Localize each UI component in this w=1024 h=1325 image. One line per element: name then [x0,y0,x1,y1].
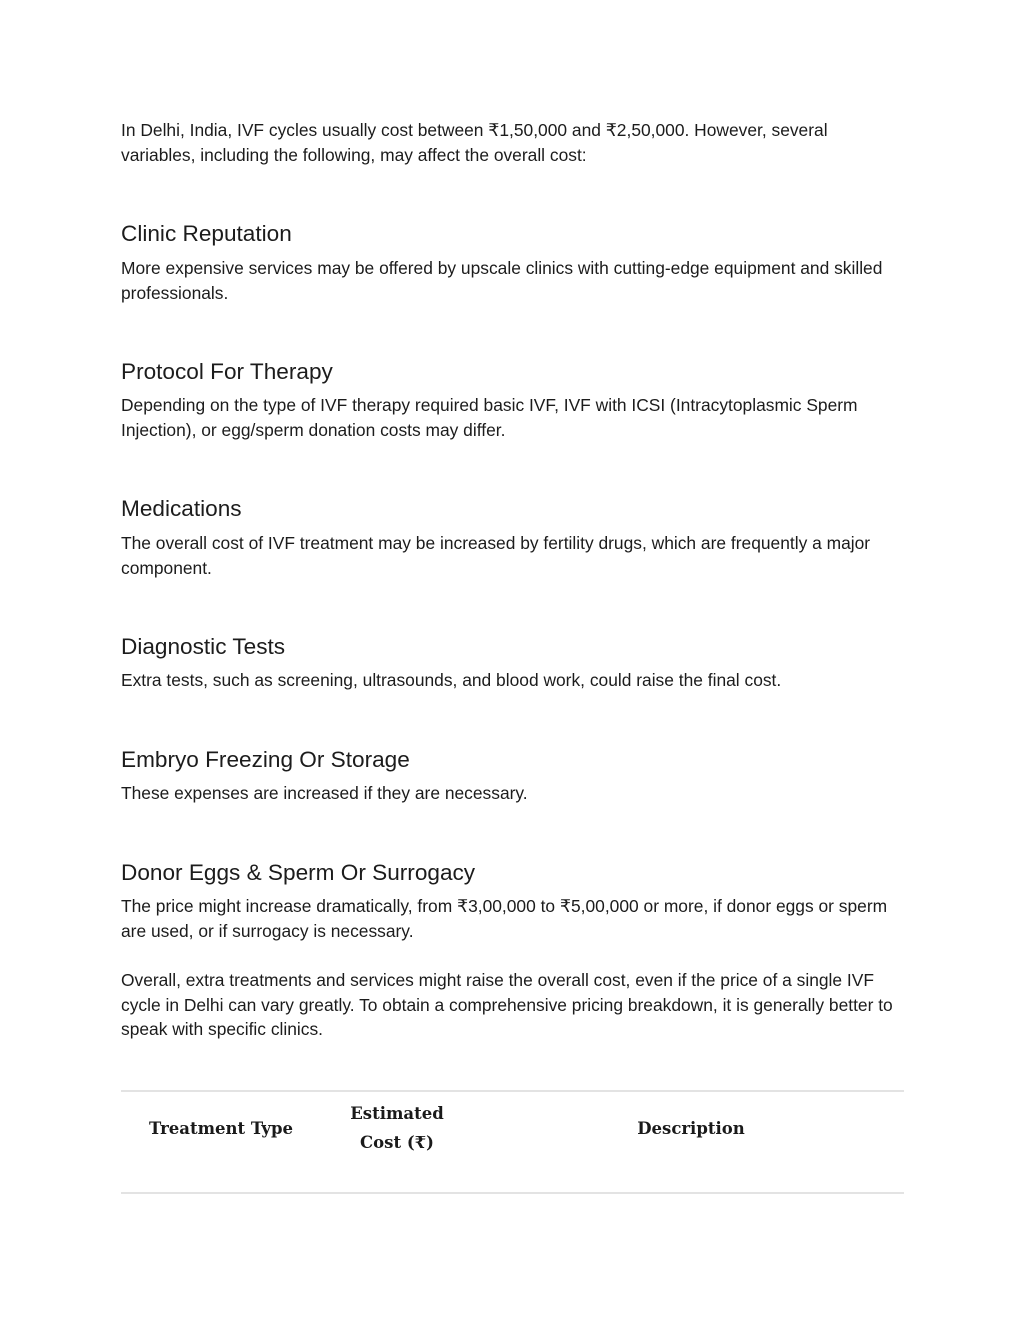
section-heading: Diagnostic Tests [121,634,286,659]
table-header-estimated-cost-line2: Cost (₹) [360,1133,434,1152]
section-body: Depending on the type of IVF therapy required basic IVF, IVF with ICSI (Intracytoplasmic Sperm Injection), or egg/sperm donation costs may differ. [121,395,858,440]
section-body: The price might increase dramatically, from ₹3,00,000 to ₹5,00,000 or more, if donor eggs or sperm are used, or if surrogacy is necessary. [121,896,888,941]
section-body: The overall cost of IVF treatment may be increased by fertility drugs, which are frequently a major component. [121,533,871,578]
section-body: Extra tests, such as screening, ultrasounds, and blood work, could raise the final cost. [121,670,782,690]
section-heading: Medications [121,496,242,521]
conclusion-paragraph: Overall, extra treatments and services might raise the overall cost, even if the price of a single IVF cycle in Delhi can vary greatly. To obtain a comprehensive pricing breakdown, it is generally better to speak with specific clinics. [121,970,893,1039]
section-heading: Donor Eggs & Sperm Or Surrogacy [121,860,476,885]
section-body: These expenses are increased if they are necessary. [121,783,528,803]
intro-paragraph: In Delhi, India, IVF cycles usually cost between ₹1,50,000 and ₹2,50,000. However, several variables, including the following, may affect the overall cost: [121,120,828,165]
table-header-description: Description [637,1119,745,1138]
table-header-treatment-type: Treatment Type [149,1119,293,1138]
table-header-estimated-cost [331,1099,463,1157]
section-heading: Clinic Reputation [121,221,292,246]
section-heading: Protocol For Therapy [121,359,333,384]
cost-table [121,1090,904,1194]
section-heading: Embryo Freezing Or Storage [121,747,410,772]
table-header-estimated-cost-line1: Estimated [350,1104,444,1123]
section-body: More expensive services may be offered by upscale clinics with cutting-edge equipment and skilled professionals. [121,258,883,303]
